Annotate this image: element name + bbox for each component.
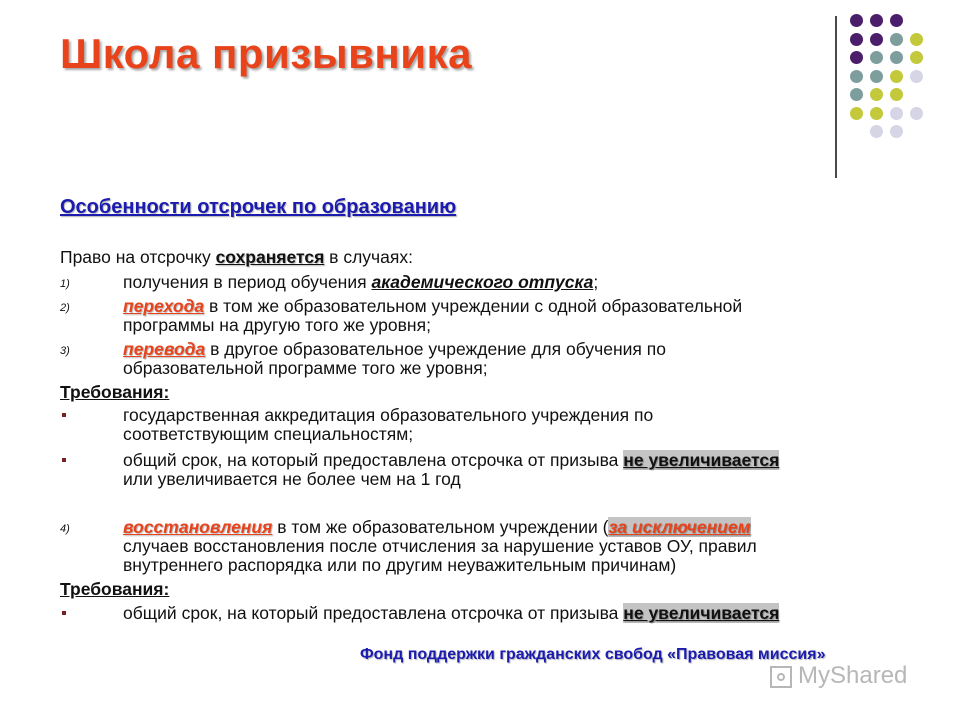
- footer-credit: Фонд поддержки гражданских свобод «Правовая миссия»: [360, 646, 826, 663]
- decorative-dot: [870, 14, 883, 27]
- slide-title: Школа призывника: [60, 30, 472, 77]
- decorative-dot: [850, 70, 863, 83]
- decorative-dot: [890, 88, 903, 101]
- keyword-except: за исключением: [608, 517, 751, 537]
- keyword-academic-leave: академического отпуска: [371, 272, 594, 292]
- list-item: [123, 340, 666, 359]
- list-number: 1): [60, 278, 70, 290]
- item-text: в том же образовательном учреждении (: [272, 517, 609, 537]
- requirements-label: Требования:: [60, 579, 170, 599]
- watermark-logo-icon: [770, 666, 792, 688]
- list-item-continuation: программы на другую того же уровня;: [123, 315, 431, 335]
- requirements-label: Требования:: [60, 382, 170, 402]
- keyword-transfer: перевода: [123, 339, 206, 359]
- decorative-dot: [910, 51, 923, 64]
- list-number: 4): [60, 523, 70, 535]
- list-item-continuation: внутреннего распорядка или по другим неуважительным причинам): [123, 555, 677, 575]
- requirement-item: [123, 604, 779, 623]
- decorative-dot: [890, 70, 903, 83]
- requirement-item-continuation: или увеличивается не более чем на 1 год: [123, 469, 461, 489]
- item-text: общий срок, на который предоставлена отсрочка от призыва: [123, 603, 624, 623]
- bullet-icon: [62, 458, 66, 462]
- requirement-item: государственная аккредитация образовательного учреждения по: [123, 405, 654, 425]
- item-text: в том же образовательном учреждении с одной образовательной: [204, 296, 743, 316]
- list-item-continuation: случаев восстановления после отчисления за нарушение уставов ОУ, правил: [123, 536, 757, 556]
- decorative-dot: [850, 14, 863, 27]
- bullet-icon: [62, 611, 66, 615]
- intro-line: [60, 248, 413, 267]
- list-item: [123, 297, 742, 316]
- decorative-dot: [910, 33, 923, 46]
- list-item: [123, 518, 751, 537]
- keyword-preserved: сохраняется: [215, 247, 325, 267]
- decorative-dot: [890, 125, 903, 138]
- item-text-end: ;: [593, 272, 599, 292]
- decorative-dot: [890, 107, 903, 120]
- decorative-dot: [890, 33, 903, 46]
- watermark-text: MyShared: [798, 662, 908, 689]
- decorative-dot: [850, 88, 863, 101]
- keyword-not-increased: не увеличивается: [623, 603, 780, 623]
- decorative-dot: [870, 51, 883, 64]
- list-item: [123, 273, 598, 292]
- intro-text: Право на отсрочку: [60, 247, 216, 267]
- decorative-dot: [870, 125, 883, 138]
- keyword-transition: перехода: [123, 296, 205, 316]
- list-number: 2): [60, 302, 70, 314]
- item-text: получения в период обучения: [123, 272, 372, 292]
- section-subtitle: Особенности отсрочек по образованию: [60, 196, 457, 218]
- keyword-not-increased: не увеличивается: [623, 450, 780, 470]
- list-number: 3): [60, 345, 70, 357]
- decorative-dot: [870, 88, 883, 101]
- decorative-dot: [850, 51, 863, 64]
- decorative-dot: [870, 33, 883, 46]
- decorative-dot: [890, 14, 903, 27]
- requirement-item-continuation: соответствующим специальностям;: [123, 424, 414, 444]
- item-text: общий срок, на который предоставлена отсрочка от призыва: [123, 450, 624, 470]
- intro-text-end: в случаях:: [324, 247, 413, 267]
- divider-line: [835, 16, 837, 178]
- decorative-dot: [870, 107, 883, 120]
- item-text: в другое образовательное учреждение для обучения по: [205, 339, 666, 359]
- keyword-restoration: восстановления: [123, 517, 273, 537]
- decorative-dot: [890, 51, 903, 64]
- requirement-item: [123, 451, 779, 470]
- decorative-dot: [870, 70, 883, 83]
- bullet-icon: [62, 413, 66, 417]
- decorative-dot: [910, 107, 923, 120]
- decorative-dot: [910, 70, 923, 83]
- decorative-dot: [850, 107, 863, 120]
- decorative-dot: [850, 33, 863, 46]
- list-item-continuation: образовательной программе того же уровня;: [123, 358, 488, 378]
